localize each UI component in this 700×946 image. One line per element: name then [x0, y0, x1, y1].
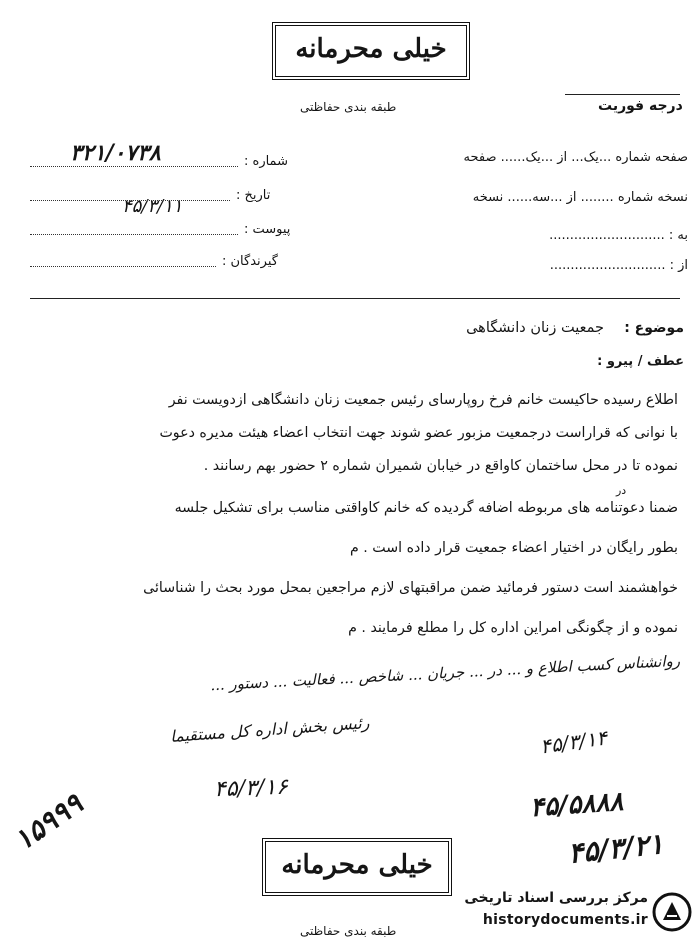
handwritten-ref-date: ۴۵/۳/۲۱ [566, 827, 666, 870]
archive-logo-url: historydocuments.ir [482, 912, 648, 928]
recipients-label: گیرندگان : [222, 254, 278, 269]
recipients-dots [30, 266, 216, 267]
header-separator [30, 298, 680, 299]
urgency-label: درجه فوریت [598, 98, 683, 114]
body-line-7: نموده و از چگونگی امراین اداره کل را مطلع فرمایند . م [348, 620, 678, 636]
margin-number: ۱۵۹۹۹ [8, 786, 89, 858]
handwritten-date-1: ۴۵/۳/۱۴ [538, 725, 609, 759]
number-value: ۳۲۱/۰۷۳۸ [70, 140, 161, 166]
body-line-4: ضمنا دعوتنامه های مربوطه اضافه گردیده که خانم کاواقتی مناسب برای تشکیل جلسه [174, 500, 678, 516]
archive-emblem-icon [652, 892, 692, 932]
body-line-1: اطلاع رسیده حاکیست خانم فرخ روپارسای رئیس جمعیت زنان دانشگاهی ازدویست نفر [168, 392, 678, 408]
subject-label: موضوع : [624, 320, 684, 336]
insertion-mark: در [616, 484, 627, 497]
date-label: تاریخ : [236, 188, 271, 203]
date-value: ۴۵/۳/۱۱ [122, 196, 183, 217]
bottom-classification-stamp: خیلی محرمانه [262, 838, 452, 896]
handwritten-note-line2: رئیس بخش اداره کل مستقیما [169, 713, 370, 746]
handwritten-note-line1: روانشناس کسب اطلاع و ... در ... جریان ... شاخص ... فعالیت ... دستور ... [209, 651, 681, 695]
number-label: شماره : [244, 154, 288, 169]
top-classification-stamp: خیلی محرمانه [272, 22, 470, 80]
date-dots [30, 200, 230, 201]
attachment-dots [30, 234, 238, 235]
classification-label-bottom: طبقه بندی حفاظتی [300, 924, 397, 938]
body-line-6: خواهشمند است دستور فرمائید ضمن مراقبتهای لازم مراجعین بمحل مورد بحث را شناسائی [143, 580, 678, 596]
handwritten-date-2: ۴۵/۳/۱۶ [213, 774, 289, 803]
handwritten-ref-number: ۴۵/۵۸۸۸ [529, 786, 625, 824]
body-line-2: با نوانی که قراراست درجمعیت مزبور عضو شوند جهت انتخاب اعضاء هیئت مدیره دعوت [159, 425, 678, 441]
number-dots [30, 166, 238, 167]
body-line-3: نموده تا در محل ساختمان کاواقع در خیابان شمیران شماره ۲ حضور بهم رسانند . [203, 458, 678, 474]
from-field: از : ............................ [549, 258, 688, 273]
urgency-rule [565, 94, 680, 95]
reference-label: عطف / پیرو : [597, 354, 684, 369]
subject-value: جمعیت زنان دانشگاهی [466, 320, 604, 336]
pages-field: صفحه شماره ...یک... از ...یک...... صفحه [463, 150, 688, 165]
archive-logo-title: مرکز بررسی اسناد تاریخی [464, 890, 648, 906]
body-line-5: بطور رایگان در اختیار اعضاء جمعیت قرار داده است . م [349, 540, 678, 556]
to-field: به : ............................ [549, 228, 688, 243]
copies-field: نسخه شماره ........ از ...سه...... نسخه [472, 190, 688, 205]
archive-logo [424, 884, 696, 940]
attachment-label: پیوست : [244, 222, 291, 237]
classification-label-top: طبقه بندی حفاظتی [300, 100, 397, 114]
